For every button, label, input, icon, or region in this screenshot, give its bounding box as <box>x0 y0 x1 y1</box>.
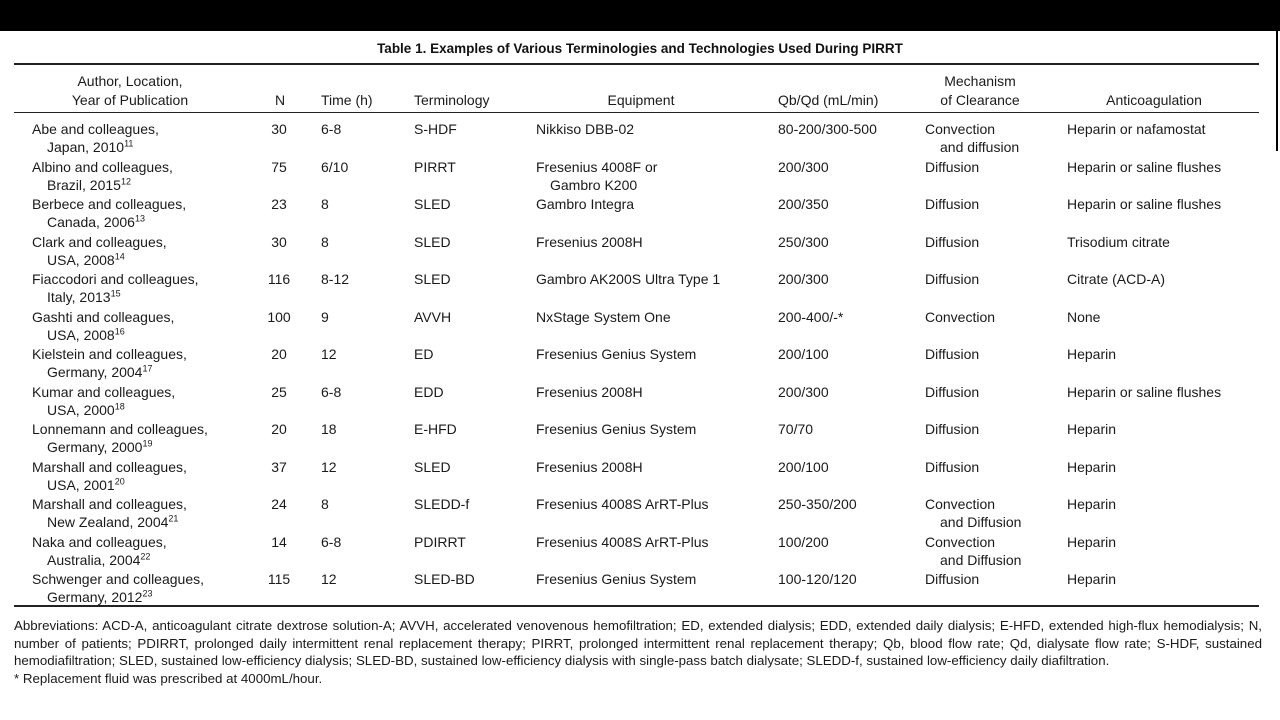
abbreviations-note: Abbreviations: ACD-A, anticoagulant citrate dextrose solution-A; AVVH, accelerated venovenous hemofiltration; ED, extended dialysis; EDD, extended daily dialysis; E-HFD, extended high-flux hemodialysis; N, number of patients; PDIRRT, prolonged daily intermittent renal replacement therapy; PIRRT, prolonged intermittent renal replacement therapy; Qb, blood flow rate; Qd, dialysate flow rate; S-HDF, sustained hemodiafiltration; SLED, sustained low-efficiency dialysis; SLED-BD, sustained low-efficiency dialysis with single-pass batch dialysate; SLEDD-f, sustained low-efficiency daily diafiltration. <box>14 618 1262 668</box>
author-location-year <box>32 513 187 531</box>
cell-terminology: EDD <box>414 383 444 400</box>
equipment-line1: Gambro AK200S Ultra Type 1 <box>536 271 721 287</box>
cell-mechanism <box>925 570 979 588</box>
cell-time: 8 <box>321 196 329 212</box>
location-year-text: Italy, 2013 <box>47 289 111 305</box>
cell-mechanism <box>925 420 979 438</box>
cell-terminology: SLED-BD <box>414 571 475 587</box>
table-row <box>0 308 1280 345</box>
mechanism-line1: Diffusion <box>925 383 980 400</box>
header-mechanism-line2: of Clearance <box>940 92 1020 108</box>
equipment-line1: Fresenius 2008H <box>536 458 643 475</box>
reference-number: 13 <box>134 213 145 224</box>
cell-n: 116 <box>267 271 291 287</box>
location-year-text: Australia, 2004 <box>47 551 141 568</box>
cell-equipment <box>536 570 696 588</box>
location-year-text: Germany, 2004 <box>47 364 143 380</box>
author-location-year <box>32 288 199 306</box>
table-row <box>0 233 1280 270</box>
reference-number: 17 <box>142 363 153 374</box>
table-row <box>0 495 1280 532</box>
equipment-line1: Fresenius 2008H <box>536 383 643 400</box>
author-name: Kumar and colleagues, <box>32 383 176 400</box>
mechanism-line1: Diffusion <box>925 233 980 250</box>
top-black-bar <box>0 0 1280 31</box>
cell-n: 25 <box>271 383 287 400</box>
cell-n: 23 <box>271 196 287 212</box>
equipment-line1: Fresenius 4008S ArRT-Plus <box>536 533 709 550</box>
header-anticoagulation: Anticoagulation <box>1106 92 1202 108</box>
reference-number: 23 <box>142 588 153 599</box>
mechanism-line1: Convection <box>925 308 996 325</box>
cell-time: 6-8 <box>321 121 342 137</box>
cell-mechanism <box>925 308 995 326</box>
author-location-year <box>32 401 175 419</box>
equipment-line1: Fresenius Genius System <box>536 571 697 587</box>
location-year-text: New Zealand, 2004 <box>47 514 169 530</box>
equipment-line1: Fresenius 4008S ArRT-Plus <box>536 496 709 512</box>
cell-time: 9 <box>321 308 329 325</box>
cell-terminology: S-HDF <box>414 121 457 137</box>
header-mechanism-line1: Mechanism <box>944 73 1016 89</box>
author-name: Marshall and colleagues, <box>32 458 187 475</box>
cell-time: 12 <box>321 571 337 587</box>
reference-number: 11 <box>124 138 134 149</box>
cell-anticoagulation: Heparin <box>1067 346 1117 362</box>
cell-anticoagulation: Heparin <box>1067 496 1117 512</box>
cell-mechanism <box>925 120 1019 156</box>
cell-mechanism <box>925 158 979 176</box>
author-name: Kielstein and colleagues, <box>32 346 187 362</box>
mechanism-line1: Convection <box>925 496 996 512</box>
header-mechanism <box>926 72 1034 110</box>
author-location-year <box>32 476 187 494</box>
equipment-line1: Nikkiso DBB-02 <box>536 121 635 137</box>
cell-mechanism <box>925 345 979 363</box>
cell-mechanism <box>925 195 979 213</box>
cell-time: 8 <box>321 233 329 250</box>
cell-n: 115 <box>267 571 291 587</box>
author-name: Naka and colleagues, <box>32 533 167 550</box>
cell-author <box>32 308 174 344</box>
cell-anticoagulation: Citrate (ACD-A) <box>1067 271 1166 287</box>
cell-equipment <box>536 120 634 138</box>
reference-number: 21 <box>168 513 179 524</box>
cell-mechanism <box>925 270 979 288</box>
cell-equipment <box>536 495 709 513</box>
header-terminology: Terminology <box>414 92 490 108</box>
cell-equipment <box>536 195 634 213</box>
cell-qbqd: 200/100 <box>778 346 829 362</box>
mechanism-line1: Diffusion <box>925 571 980 587</box>
reference-number: 22 <box>140 550 151 561</box>
table-header-rule <box>14 112 1259 113</box>
cell-n: 24 <box>271 496 287 512</box>
location-year-text: Canada, 2006 <box>47 214 135 230</box>
cell-anticoagulation: Heparin or nafamostat <box>1067 121 1206 137</box>
cell-equipment <box>536 233 643 251</box>
header-author-line1: Author, Location, <box>77 73 183 89</box>
reference-number: 15 <box>110 288 121 299</box>
equipment-line1: Gambro Integra <box>536 196 635 212</box>
cell-n: 100 <box>267 308 291 325</box>
author-location-year <box>32 251 167 269</box>
cell-anticoagulation: Trisodium citrate <box>1067 233 1170 250</box>
mechanism-line2: and Diffusion <box>940 514 1022 530</box>
cell-terminology: SLED <box>414 458 451 475</box>
cell-mechanism <box>925 383 979 401</box>
author-location-year <box>32 213 186 231</box>
cell-qbqd: 200/300 <box>778 383 829 400</box>
author-location-year <box>32 176 173 194</box>
location-year-text: Germany, 2012 <box>47 589 143 605</box>
author-location-year <box>32 138 159 156</box>
cell-time: 6-8 <box>321 533 342 550</box>
author-name: Gashti and colleagues, <box>32 308 175 325</box>
cell-author <box>32 270 199 306</box>
location-year-text: USA, 2001 <box>47 476 115 493</box>
cell-author <box>32 458 187 494</box>
cell-anticoagulation: Heparin or saline flushes <box>1067 196 1222 212</box>
cell-mechanism <box>925 533 1021 569</box>
cell-n: 14 <box>271 533 287 550</box>
cell-time: 18 <box>321 421 337 437</box>
mechanism-line1: Diffusion <box>925 158 980 175</box>
author-name: Marshall and colleagues, <box>32 496 187 512</box>
author-location-year <box>32 588 204 606</box>
cell-time: 6/10 <box>321 158 349 175</box>
author-name: Albino and colleagues, <box>32 158 173 175</box>
author-location-year <box>32 326 174 344</box>
cell-terminology: PDIRRT <box>414 533 466 550</box>
cell-time: 8-12 <box>321 271 350 287</box>
mechanism-line1: Diffusion <box>925 271 980 287</box>
cell-qbqd: 100/200 <box>778 533 829 550</box>
reference-number: 12 <box>120 175 131 186</box>
author-name: Schwenger and colleagues, <box>32 571 205 587</box>
cell-author <box>32 345 187 381</box>
author-name: Lonnemann and colleagues, <box>32 421 208 437</box>
reference-number: 19 <box>142 438 153 449</box>
cell-author <box>32 533 167 569</box>
mechanism-line2: and Diffusion <box>940 551 1022 568</box>
cell-terminology: SLED <box>414 271 451 287</box>
table-row <box>0 195 1280 232</box>
header-author <box>30 72 230 110</box>
cell-time: 8 <box>321 496 329 512</box>
cell-author <box>32 420 208 456</box>
cell-terminology: AVVH <box>414 308 452 325</box>
cell-author <box>32 383 175 419</box>
cell-time: 6-8 <box>321 383 342 400</box>
table-row <box>0 570 1280 607</box>
reference-number: 18 <box>114 400 125 411</box>
cell-terminology: PIRRT <box>414 158 456 175</box>
cell-time: 12 <box>321 346 337 362</box>
location-year-text: Japan, 2010 <box>47 139 125 155</box>
reference-number: 16 <box>114 325 125 336</box>
cell-equipment <box>536 383 643 401</box>
table-row <box>0 345 1280 382</box>
table-caption: Table 1. Examples of Various Terminologies and Technologies Used During PIRRT <box>377 41 903 56</box>
cell-equipment <box>536 158 657 194</box>
cell-qbqd: 250/300 <box>778 233 829 250</box>
cell-n: 20 <box>271 421 287 437</box>
cell-mechanism <box>925 495 1021 531</box>
cell-qbqd: 250-350/200 <box>778 496 857 512</box>
cell-equipment <box>536 533 709 551</box>
cell-author <box>32 120 159 156</box>
location-year-text: USA, 2000 <box>47 401 115 418</box>
cell-author <box>32 195 186 231</box>
cell-author <box>32 158 173 194</box>
mechanism-line1: Convection <box>925 121 996 137</box>
mechanism-line2: and diffusion <box>940 139 1020 155</box>
cell-equipment <box>536 308 671 326</box>
cell-n: 30 <box>271 121 287 137</box>
table-row <box>0 420 1280 457</box>
cell-equipment <box>536 270 720 288</box>
header-qbqd: Qb/Qd (mL/min) <box>778 92 879 108</box>
header-equipment: Equipment <box>607 92 675 108</box>
cell-anticoagulation: None <box>1067 308 1101 325</box>
cell-terminology: SLEDD-f <box>414 496 470 512</box>
cell-qbqd: 100-120/120 <box>778 571 857 587</box>
cell-equipment <box>536 420 696 438</box>
mechanism-line1: Diffusion <box>925 458 980 475</box>
cell-anticoagulation: Heparin or saline flushes <box>1067 158 1222 175</box>
table-row <box>0 270 1280 307</box>
equipment-line2: Gambro K200 <box>550 176 638 193</box>
cell-qbqd: 200/300 <box>778 271 829 287</box>
table-row <box>0 158 1280 195</box>
author-name: Fiaccodori and colleagues, <box>32 271 199 287</box>
header-time: Time (h) <box>321 92 373 108</box>
location-year-text: USA, 2008 <box>47 251 115 268</box>
cell-n: 30 <box>271 233 287 250</box>
cell-anticoagulation: Heparin <box>1067 533 1117 550</box>
cell-terminology: E-HFD <box>414 421 457 437</box>
equipment-line1: Fresenius 2008H <box>536 233 643 250</box>
mechanism-line1: Diffusion <box>925 346 980 362</box>
author-location-year <box>32 363 187 381</box>
cell-qbqd: 80-200/300-500 <box>778 121 877 137</box>
equipment-line1: Fresenius 4008F or <box>536 158 658 175</box>
mechanism-line1: Convection <box>925 533 996 550</box>
location-year-text: USA, 2008 <box>47 326 115 343</box>
author-name: Abe and colleagues, <box>32 121 159 137</box>
cell-n: 75 <box>271 158 287 175</box>
table-row <box>0 458 1280 495</box>
location-year-text: Germany, 2000 <box>47 439 143 455</box>
table-row <box>0 120 1280 157</box>
cell-anticoagulation: Heparin <box>1067 571 1117 587</box>
location-year-text: Brazil, 2015 <box>47 176 121 193</box>
table-top-rule <box>14 63 1259 65</box>
cell-equipment <box>536 458 643 476</box>
cell-terminology: ED <box>414 346 434 362</box>
cell-time: 12 <box>321 458 337 475</box>
equipment-line1: Fresenius Genius System <box>536 421 697 437</box>
cell-anticoagulation: Heparin <box>1067 458 1117 475</box>
cell-n: 20 <box>271 346 287 362</box>
cell-author <box>32 233 167 269</box>
mechanism-line1: Diffusion <box>925 421 980 437</box>
table-bottom-rule <box>14 605 1259 607</box>
reference-number: 20 <box>114 475 125 486</box>
header-n: N <box>274 92 286 108</box>
cell-mechanism <box>925 458 979 476</box>
cell-author <box>32 495 187 531</box>
cell-anticoagulation: Heparin <box>1067 421 1117 437</box>
cell-n: 37 <box>271 458 287 475</box>
equipment-line1: NxStage System One <box>536 308 671 325</box>
mechanism-line1: Diffusion <box>925 196 980 212</box>
table-footnotes <box>14 617 1262 687</box>
cell-terminology: SLED <box>414 233 451 250</box>
author-name: Clark and colleagues, <box>32 233 167 250</box>
cell-equipment <box>536 345 696 363</box>
cell-mechanism <box>925 233 979 251</box>
author-name: Berbece and colleagues, <box>32 196 187 212</box>
reference-number: 14 <box>114 250 125 261</box>
cell-terminology: SLED <box>414 196 451 212</box>
author-location-year <box>32 551 167 569</box>
replacement-fluid-note: * Replacement fluid was prescribed at 4000mL/hour. <box>14 670 323 686</box>
author-location-year <box>32 438 208 456</box>
cell-qbqd: 200-400/-* <box>778 308 844 325</box>
cell-qbqd: 200/350 <box>778 196 829 212</box>
header-author-line2: Year of Publication <box>71 92 189 108</box>
table-row <box>0 533 1280 570</box>
cell-qbqd: 200/300 <box>778 158 829 175</box>
cell-anticoagulation: Heparin or saline flushes <box>1067 383 1222 400</box>
cell-qbqd: 70/70 <box>778 421 814 437</box>
cell-author <box>32 570 204 606</box>
cell-qbqd: 200/100 <box>778 458 829 475</box>
table-row <box>0 383 1280 420</box>
equipment-line1: Fresenius Genius System <box>536 346 697 362</box>
